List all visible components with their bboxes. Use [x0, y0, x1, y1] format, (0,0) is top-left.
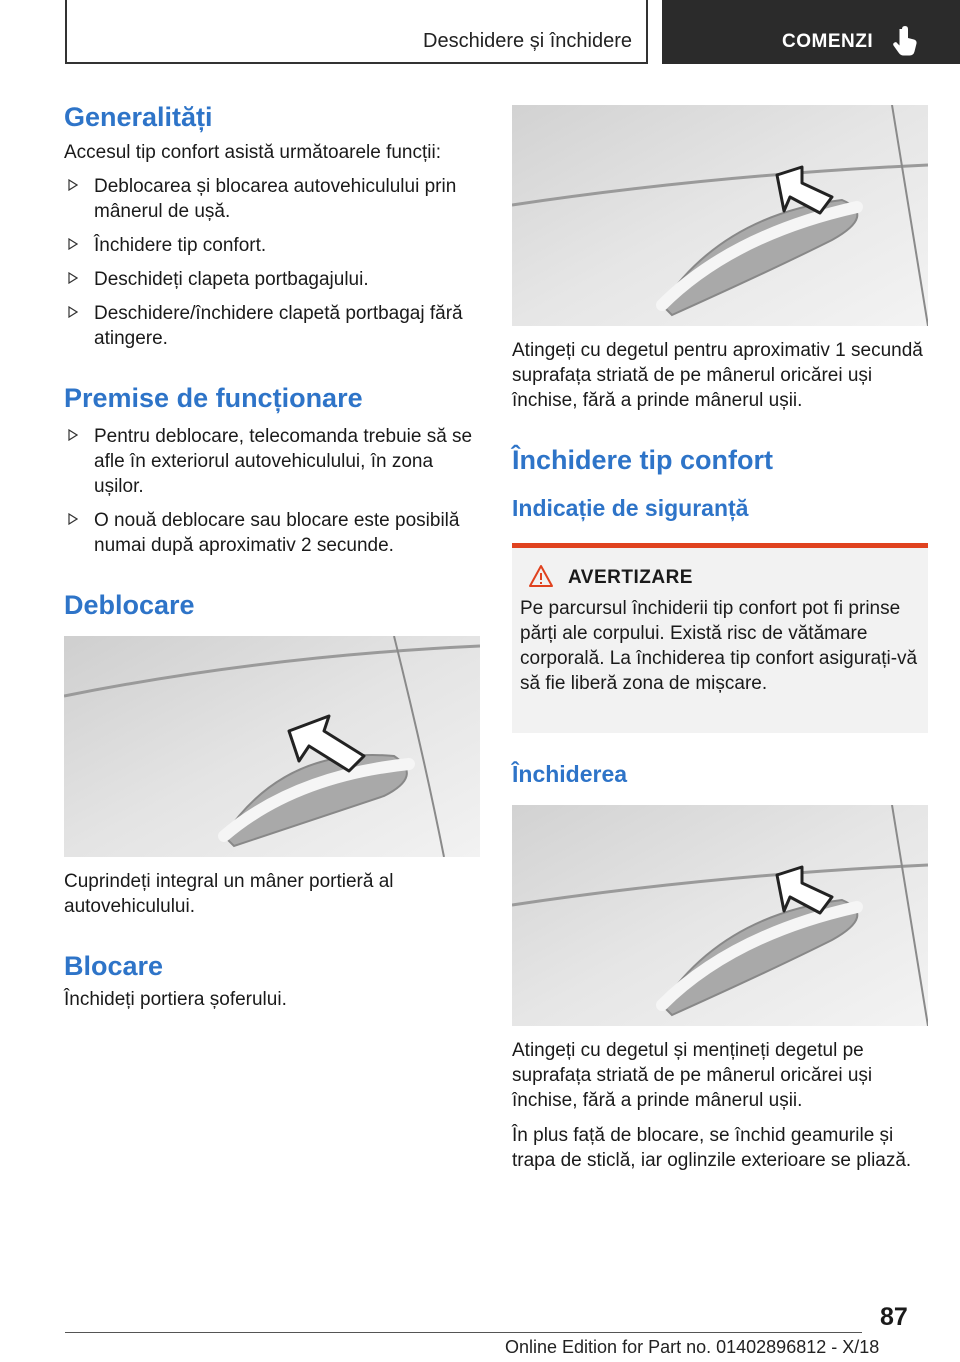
triangle-bullet-icon [68, 179, 78, 191]
generalitati-list [64, 174, 480, 351]
right-column [512, 105, 928, 1173]
inchiderea-extra: În plus față de blocare, se închid geamurile și trapa de sticlă, iar oglinzile exterioare se pliază. [512, 1125, 912, 1171]
heading-generalitati: Generalități [64, 102, 213, 132]
heading-blocare: Blocare [64, 951, 164, 981]
deblocare-caption: Cuprindeți integral un mâner portieră al autovehiculului. [64, 871, 394, 917]
header-tab-label: COMENZI [782, 31, 874, 52]
heading-indicatie-siguranta: Indicație de siguranță [512, 495, 749, 521]
touch-caption: Atingeți cu degetul pentru aproximativ 1 secundă suprafața striată de pe mânerul oricărei uși închise, fără a prinde mânerul ușii. [512, 340, 923, 411]
footer-edition: Online Edition for Part no. 01402896812 - X/18 [505, 1337, 880, 1357]
door-handle-touch-image [512, 105, 928, 326]
generalitati-intro: Accesul tip confort asistă următoarele funcții: [64, 142, 442, 163]
triangle-bullet-icon [68, 238, 78, 250]
header-section-title: Deschidere și închidere [423, 30, 632, 52]
header-section-box [65, 0, 648, 64]
heading-inchidere-confort: Închidere tip confort [512, 445, 774, 475]
inchiderea-caption: Atingeți cu degetul și mențineți degetul pe suprafața striată de pe mânerul oricărei uși închise, fără a prinde mânerul ușii. [512, 1040, 873, 1111]
warning-title: AVERTIZARE [568, 566, 920, 590]
list-item: Pentru deblocare, telecomanda trebuie să se afle în exteriorul autovehiculului, în zona ușilor. [64, 424, 480, 499]
heading-inchiderea: Închiderea [512, 761, 628, 787]
triangle-bullet-icon [68, 272, 78, 284]
warning-triangle-icon [528, 564, 554, 588]
premise-list [64, 424, 480, 558]
list-item: Închidere tip confort. [64, 233, 480, 258]
page-number: 87 [880, 1303, 908, 1331]
door-handle-hold-image [512, 805, 928, 1026]
heading-deblocare: Deblocare [64, 590, 195, 620]
left-column [64, 100, 480, 1012]
footer-divider [65, 1332, 862, 1333]
list-item: Deblocarea și blocarea autovehiculului prin mânerul de ușă. [64, 174, 480, 224]
list-item: O nouă deblocare sau blocare este posibilă numai după aproximativ 2 secunde. [64, 508, 480, 558]
triangle-bullet-icon [68, 429, 78, 441]
triangle-bullet-icon [68, 306, 78, 318]
list-item: Deschidere/închidere clapetă portbagaj fără atingere. [64, 301, 480, 351]
blocare-text: Închideți portiera șoferului. [64, 989, 287, 1010]
triangle-bullet-icon [68, 513, 78, 525]
door-handle-image [64, 636, 480, 857]
warning-text: Pe parcursul închiderii tip confort pot fi prinse părți ale corpului. Există risc de vătămare corporală. La închiderea tip confort asigurați-vă să fie liberă zona de mișcare. [520, 598, 918, 694]
hand-pointer-icon [893, 26, 919, 56]
heading-premise: Premise de funcționare [64, 383, 363, 413]
list-item: Deschideți clapeta portbagajului. [64, 267, 480, 292]
warning-box [512, 543, 928, 733]
